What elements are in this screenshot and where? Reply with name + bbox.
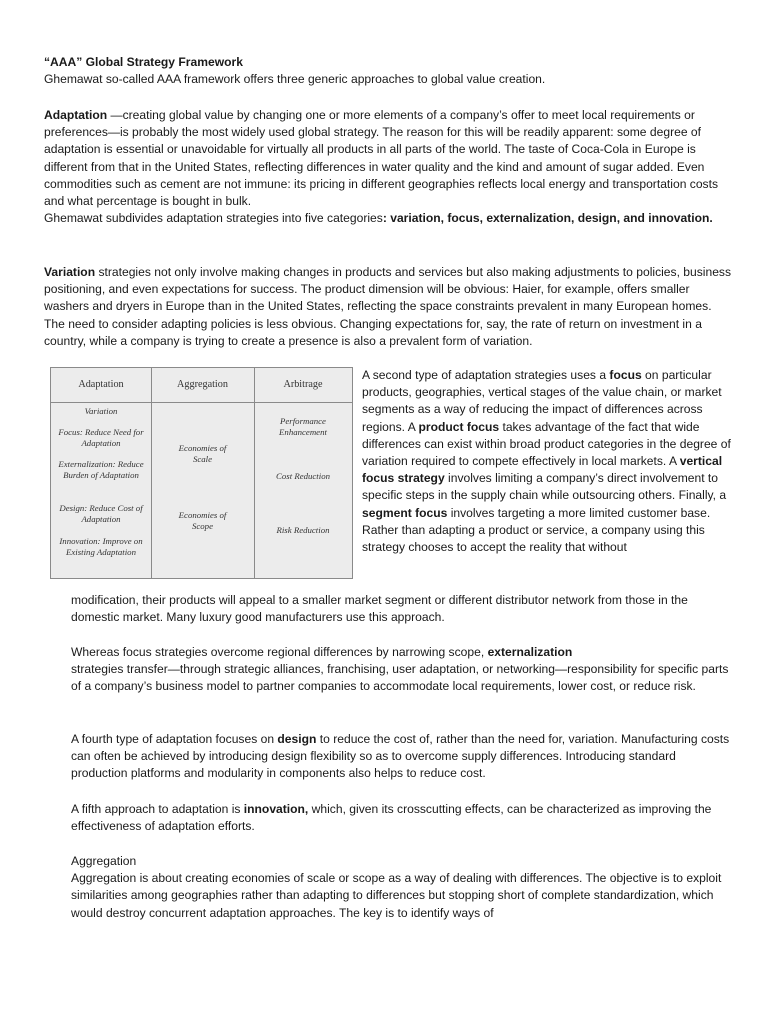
figure-cell-design: Design: Reduce Cost of Adaptation [59, 503, 143, 524]
externalization-text-1: Whereas focus strategies overcome regional differences by narrowing scope, [71, 645, 488, 659]
document-title: “AAA” Global Strategy Framework [44, 55, 243, 69]
adaptation-term: Adaptation [44, 108, 108, 122]
variation-paragraph [44, 264, 734, 350]
aggregation-text: Aggregation is about creating economies of scale or scope as a way of dealing with differences. The objective is to exploit similarities among geographies rather than adapting to differences but stopping short of complete standardization, which would destroy concurrent adaptation approaches. The key is to identify ways of [71, 871, 722, 920]
aggregation-heading: Aggregation [71, 854, 137, 868]
adaptation-subdivide-text: Ghemawat subdivides adaptation strategies into five categories [44, 211, 383, 226]
intro-text: Ghemawat so-called AAA framework offers three generic approaches to global value creation. [44, 72, 546, 87]
design-term: design [277, 732, 317, 746]
figure-cell-economies-of-scale: Economies of Scale [178, 443, 227, 464]
externalization-text-2: strategies transfer—through strategic alliances, franchising, user adaptation, or networking—responsibility for specific parts of a company’s business model to partner companies to accommodate local requirements, lower cost, or reduce risk. [71, 662, 729, 694]
focus-text-1: A second type of adaptation strategies uses a [362, 368, 610, 382]
figure-cell-cost-reduction: Cost Reduction [276, 471, 330, 481]
aggregation-paragraph [71, 853, 733, 922]
innovation-text-1: A fifth approach to adaptation is [71, 802, 244, 816]
intro-paragraph [44, 54, 734, 88]
figure-cell-performance-enhancement: Performance Enhancement [279, 416, 327, 437]
segment-focus-term: segment focus [362, 505, 448, 520]
figure-cell-economies-of-scope: Economies of Scope [178, 510, 227, 531]
focus-text-4: involves limiting a company’s direct involvement to specific steps in the supply chain while outsourcing others. Finally, a [362, 471, 727, 503]
figure-header-arbitrage: Arbitrage [283, 379, 323, 390]
figure-header-adaptation: Adaptation [78, 379, 124, 390]
innovation-paragraph [71, 801, 733, 835]
aaa-framework-figure [50, 367, 353, 579]
focus-text-5: involves targeting a more limited customer base. Rather than adapting a product or service, a company using this strategy chooses to accept the reality that without [362, 505, 711, 555]
figure-cell-focus: Focus: Reduce Need for Adaptation [58, 427, 144, 448]
figure-cell-externalization: Externalization: Reduce Burden of Adaptation [58, 459, 144, 480]
adaptation-categories: : variation, focus, externalization, design, and innovation. [382, 211, 713, 226]
figure-cell-variation: Variation [84, 406, 118, 416]
design-paragraph [71, 731, 733, 783]
innovation-text-2: which, given its crosscutting effects, can be characterized as improving the effectiveness of adaptation efforts. [71, 802, 712, 834]
figure-header-rule [51, 368, 352, 403]
focus-continued-paragraph [71, 592, 733, 626]
figure-header-aggregation: Aggregation [177, 379, 228, 390]
variation-text: strategies not only involve making changes in products and services but also making adjustments to policies, business positioning, and even expectations for success. The product dimension will be obvious: Haier, for example, offers smaller washers and dryers in Europe than in the United States, reflecting the space constraints prevalent in many European homes. The need to consider adapting policies is less obvious. Changing expectations for, say, the rate of return on investment in a country, while a company is trying to create a presence is also a prevalent form of variation. [44, 265, 732, 348]
design-text-1: A fourth type of adaptation focuses on [71, 732, 278, 746]
design-text-2: to reduce the cost of, rather than the need for, variation. Manufacturing costs can often be achieved by introducing design flexibility so as to overcome supply differences. Introducing standard production platforms and modularity in components also helps to reduce cost. [71, 732, 730, 781]
externalization-paragraph [71, 644, 733, 696]
adaptation-text: —creating global value by changing one or more elements of a company’s offer to meet local requirements or preferences—is probably the most widely used global strategy. The reason for this will be readily apparent: some degree of adaptation is essential or unavoidable for virtually all products in all parts of the world. The taste of Coca-Cola in Europe is different from that in the United States, reflecting differences in water quality and the kind and amount of sugar added. Even commodities such as cement are not immune: its pricing in different geographies reflects local energy and transportation costs and what percentage is bought in bulk. [44, 108, 719, 209]
figure-cell-innovation: Innovation: Improve on Existing Adaptation [59, 536, 143, 557]
adaptation-paragraph [44, 107, 734, 227]
focus-text-3: takes advantage of the fact that wide differences can exist within broad product categories in the degree of variation required to compete effectively in local markets. A [362, 419, 731, 469]
variation-term: Variation [44, 265, 96, 279]
vertical-focus-term: vertical focus strategy [362, 454, 723, 486]
focus-paragraph [362, 367, 734, 556]
focus-continued-text: modification, their products will appeal to a smaller market segment or different distributor network from those in the domestic market. Many luxury good manufacturers use this approach. [71, 593, 688, 625]
focus-text-2: on particular products, geographies, vertical stages of the value chain, or market segments as a way of reducing the impact of differences across regions. A [362, 368, 722, 434]
product-focus-term: product focus [418, 419, 500, 434]
figure-cell-risk-reduction: Risk Reduction [276, 525, 330, 535]
innovation-term: innovation, [243, 802, 309, 816]
focus-term: focus [609, 368, 642, 382]
externalization-term: externalization [487, 645, 573, 659]
